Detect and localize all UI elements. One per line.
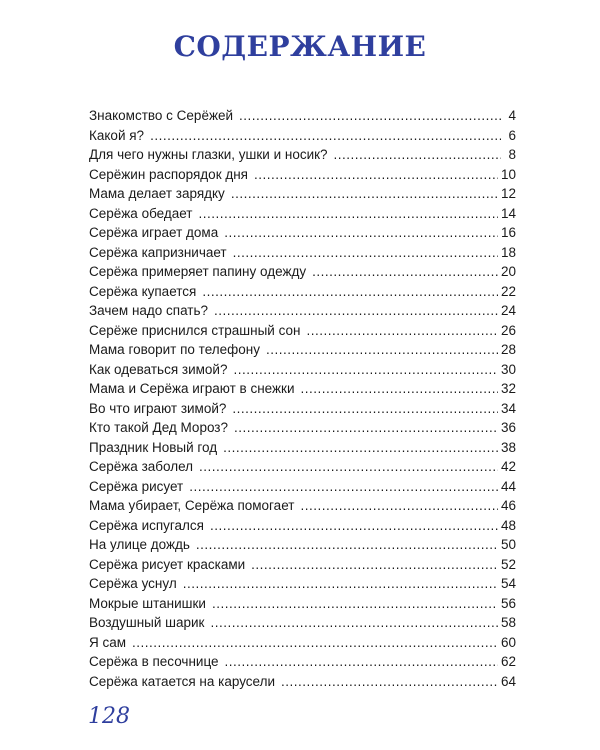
toc-entry-title: Какой я? <box>89 127 145 143</box>
dot-leader <box>210 615 498 630</box>
toc-entry-title: Серёжа заболел <box>89 459 194 474</box>
dot-leader <box>132 635 498 650</box>
dot-leader <box>212 596 498 611</box>
dot-leader <box>199 459 498 474</box>
toc-entry-title: Мокрые штанишки <box>89 595 206 611</box>
toc-entry-title: Кто такой Дед Мороз? <box>89 420 229 435</box>
toc-entry-title: Серёжа капризничает <box>89 244 227 260</box>
dot-leader <box>251 557 498 572</box>
toc-entry-page: 34 <box>500 400 516 416</box>
dot-leader <box>281 674 498 689</box>
dot-leader <box>224 225 498 240</box>
dot-leader <box>254 167 498 182</box>
dot-leader <box>312 264 498 279</box>
toc-entry-page: 48 <box>500 517 516 533</box>
dot-leader <box>233 245 498 260</box>
toc-entry-page: 20 <box>500 264 516 279</box>
toc-entry-title: Мама и Серёжа играют в снежки <box>89 381 295 396</box>
toc-entry-page: 24 <box>500 303 516 318</box>
toc-entry-page: 30 <box>500 361 516 377</box>
toc-entry-title: На улице дождь <box>89 537 190 552</box>
toc-entry <box>89 654 516 674</box>
dot-leader <box>223 440 498 455</box>
toc-entry <box>89 596 516 616</box>
toc-entry <box>89 362 516 382</box>
toc-entry <box>89 674 516 694</box>
toc-entry-page: 64 <box>500 673 516 689</box>
toc-entry-title: Воздушный шарик <box>89 615 205 630</box>
toc-entry-page: 56 <box>500 595 516 611</box>
toc-entry-title: Зачем надо спать? <box>89 303 209 318</box>
toc-entry <box>89 420 516 440</box>
toc-entry-page: 60 <box>500 634 516 650</box>
toc-entry-page: 10 <box>500 166 516 182</box>
toc-entry-title: Серёжа купается <box>89 283 197 299</box>
toc-entry <box>89 186 516 206</box>
toc-entry-page: 32 <box>500 381 516 396</box>
toc-entry-page: 44 <box>500 478 516 494</box>
toc-entry <box>89 498 516 518</box>
toc-entry-page: 8 <box>508 147 516 162</box>
toc-entry-page: 4 <box>508 108 516 123</box>
toc-entry-page: 26 <box>500 322 516 338</box>
toc-entry <box>89 108 516 128</box>
toc-entry <box>89 147 516 167</box>
toc-entry-title: Серёжа катается на карусели <box>89 673 276 689</box>
toc-entry <box>89 576 516 596</box>
dot-leader <box>233 362 498 377</box>
toc-entry-title: Мама убирает, Серёжа помогает <box>89 498 295 513</box>
toc-entry <box>89 303 516 323</box>
toc-entry-page: 36 <box>500 420 516 435</box>
toc-entry-page: 52 <box>500 556 516 572</box>
toc-entry <box>89 167 516 187</box>
toc-entry <box>89 264 516 284</box>
toc-entry-page: 58 <box>500 615 516 630</box>
toc-entry <box>89 440 516 460</box>
toc-entry <box>89 206 516 226</box>
dot-leader <box>150 128 501 143</box>
toc-entry <box>89 381 516 401</box>
dot-leader <box>189 479 498 494</box>
toc-entry-title: Серёжа испугался <box>89 517 204 533</box>
dot-leader <box>232 401 498 416</box>
toc-entry-title: Серёжа рисует красками <box>89 556 246 572</box>
toc-entry <box>89 401 516 421</box>
toc-entry-page: 18 <box>500 244 516 260</box>
dot-leader <box>225 654 498 669</box>
dot-leader <box>214 303 498 318</box>
dot-leader <box>202 284 498 299</box>
toc-entry-title: Серёжа примеряет папину одежду <box>89 264 307 279</box>
toc-entry <box>89 557 516 577</box>
toc-entry <box>89 615 516 635</box>
dot-leader <box>210 518 498 533</box>
toc-entry-page: 42 <box>500 459 516 474</box>
toc-entry-title: Серёжа уснул <box>89 576 177 591</box>
toc-entry-page: 22 <box>500 283 516 299</box>
toc-entry-page: 14 <box>500 205 516 221</box>
toc-entry-title: Я сам <box>89 634 127 650</box>
dot-leader <box>300 498 498 513</box>
toc-entry-title: Как одеваться зимой? <box>89 361 228 377</box>
toc-entry <box>89 342 516 362</box>
dot-leader <box>199 206 498 221</box>
toc-entry-title: Мама говорит по телефону <box>89 342 260 357</box>
dot-leader <box>301 381 498 396</box>
toc-entry-page: 54 <box>500 576 516 591</box>
table-of-contents <box>89 108 516 693</box>
toc-entry-title: Серёжа рисует <box>89 478 184 494</box>
toc-entry <box>89 245 516 265</box>
toc-entry <box>89 323 516 343</box>
toc-entry-title: Серёжа играет дома <box>89 225 219 240</box>
toc-entry-title: Праздник Новый год <box>89 439 218 455</box>
toc-entry-page: 38 <box>500 439 516 455</box>
toc-entry-page: 46 <box>500 498 516 513</box>
toc-entry <box>89 225 516 245</box>
dot-leader <box>239 108 501 123</box>
dot-leader <box>266 342 498 357</box>
toc-entry-page: 50 <box>500 537 516 552</box>
toc-entry-page: 28 <box>500 342 516 357</box>
toc-entry <box>89 479 516 499</box>
toc-entry-title: Серёжа обедает <box>89 205 193 221</box>
toc-entry-title: Серёжа в песочнице <box>89 654 219 669</box>
dot-leader <box>334 147 501 162</box>
toc-entry-title: Серёже приснился страшный сон <box>89 322 301 338</box>
dot-leader <box>231 186 498 201</box>
toc-entry <box>89 284 516 304</box>
toc-entry-page: 12 <box>500 186 516 201</box>
toc-entry-title: Во что играют зимой? <box>89 400 227 416</box>
toc-entry-page: 62 <box>500 654 516 669</box>
dot-leader <box>306 323 498 338</box>
dot-leader <box>234 420 498 435</box>
page-number: 128 <box>88 704 130 729</box>
toc-entry <box>89 635 516 655</box>
dot-leader <box>196 537 498 552</box>
toc-entry-title: Серёжин распорядок дня <box>89 166 248 182</box>
toc-entry-title: Для чего нужны глазки, ушки и носик? <box>89 147 328 162</box>
toc-entry-title: Знакомство с Серёжей <box>89 108 234 123</box>
toc-entry <box>89 518 516 538</box>
toc-entry <box>89 459 516 479</box>
toc-entry-title: Мама делает зарядку <box>89 186 225 201</box>
page-title: СОДЕРЖАНИЕ <box>173 30 427 63</box>
toc-entry-page: 6 <box>508 127 516 143</box>
toc-entry <box>89 537 516 557</box>
dot-leader <box>183 576 498 591</box>
toc-entry <box>89 128 516 148</box>
toc-entry-page: 16 <box>500 225 516 240</box>
